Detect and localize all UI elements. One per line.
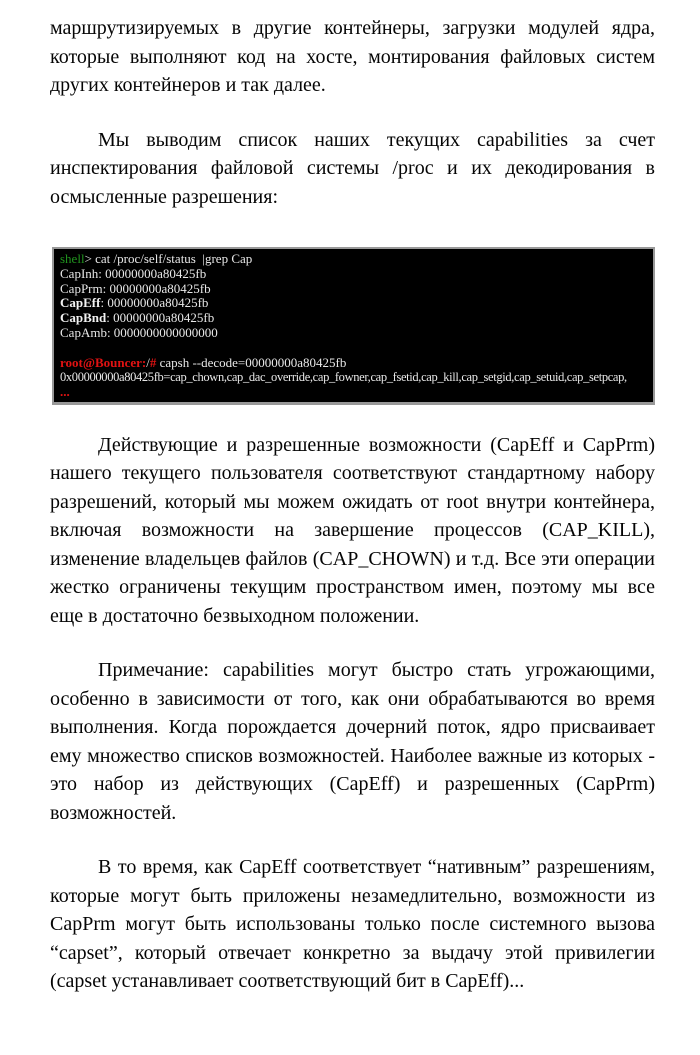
terminal-line: ... xyxy=(60,384,70,400)
terminal-screenshot xyxy=(52,247,655,405)
body-paragraph: В то время, как CapEff соответствует “нативным” разрешениям, которые могут быть приложены незамедлительно, возможности из CapPrm могут быть использованы только после системного вызова “capset”, который отвечает конкретно за выдачу этой привилегии (capset устанавливает соответствующий бит в CapEff)... xyxy=(50,856,655,993)
body-paragraph: Примечание: capabilities могут быстро стать угрожающими, особенно в зависимости от того, как они обрабатываются во время выполнения. Когда порождается дочерний поток, ядро присваивает ему множество списков возможностей. Наиболее важные из которых - это набор из действующих (CapEff) и разрешенных (CapPrm) возможностей. xyxy=(50,659,655,824)
terminal-line: CapInh: 00000000a80425fb xyxy=(60,265,207,281)
body-paragraph: Мы выводим список наших текущих capabilities за счет инспектирования файловой системы /proc и их декодирования в осмысленные разрешения: xyxy=(50,128,655,208)
terminal-line: CapPrm: 00000000a80425fb xyxy=(60,280,211,296)
terminal-line: shell> cat /proc/self/status |grep Cap xyxy=(60,251,253,266)
terminal-line: CapEff: 00000000a80425fb xyxy=(60,295,209,311)
terminal-line: CapAmb: 0000000000000000 xyxy=(60,324,218,340)
body-paragraph: маршрутизируемых в другие контейнеры, загрузки модулей ядра, которые выполняют код на хосте, монтирования файловых систем других контейнеров и так далее. xyxy=(50,17,655,96)
terminal-line: CapBnd: 00000000a80425fb xyxy=(60,310,215,326)
terminal-line xyxy=(60,341,649,356)
body-paragraph: Действующие и разрешенные возможности (CapEff и CapPrm) нашего текущего пользователя соответствуют стандартному набору разрешений, который мы можем ожидать от root внутри контейнера, включая возможности на завершение процессов (CAP_KILL), изменение владельцев файлов (CAP_CHOWN) и т.д. Все эти операции жестко ограничены текущим пространством имен, поэтому мы все еще в достаточно безвыходном положении. xyxy=(50,433,655,627)
terminal-line: 0x00000000a80425fb=cap_chown,cap_dac_override,cap_fowner,cap_fsetid,cap_kill,cap_setgid,cap_setuid,cap_setpcap, xyxy=(60,370,627,385)
terminal-line: root@Bouncer:/# capsh --decode=00000000a80425fb xyxy=(60,354,347,370)
